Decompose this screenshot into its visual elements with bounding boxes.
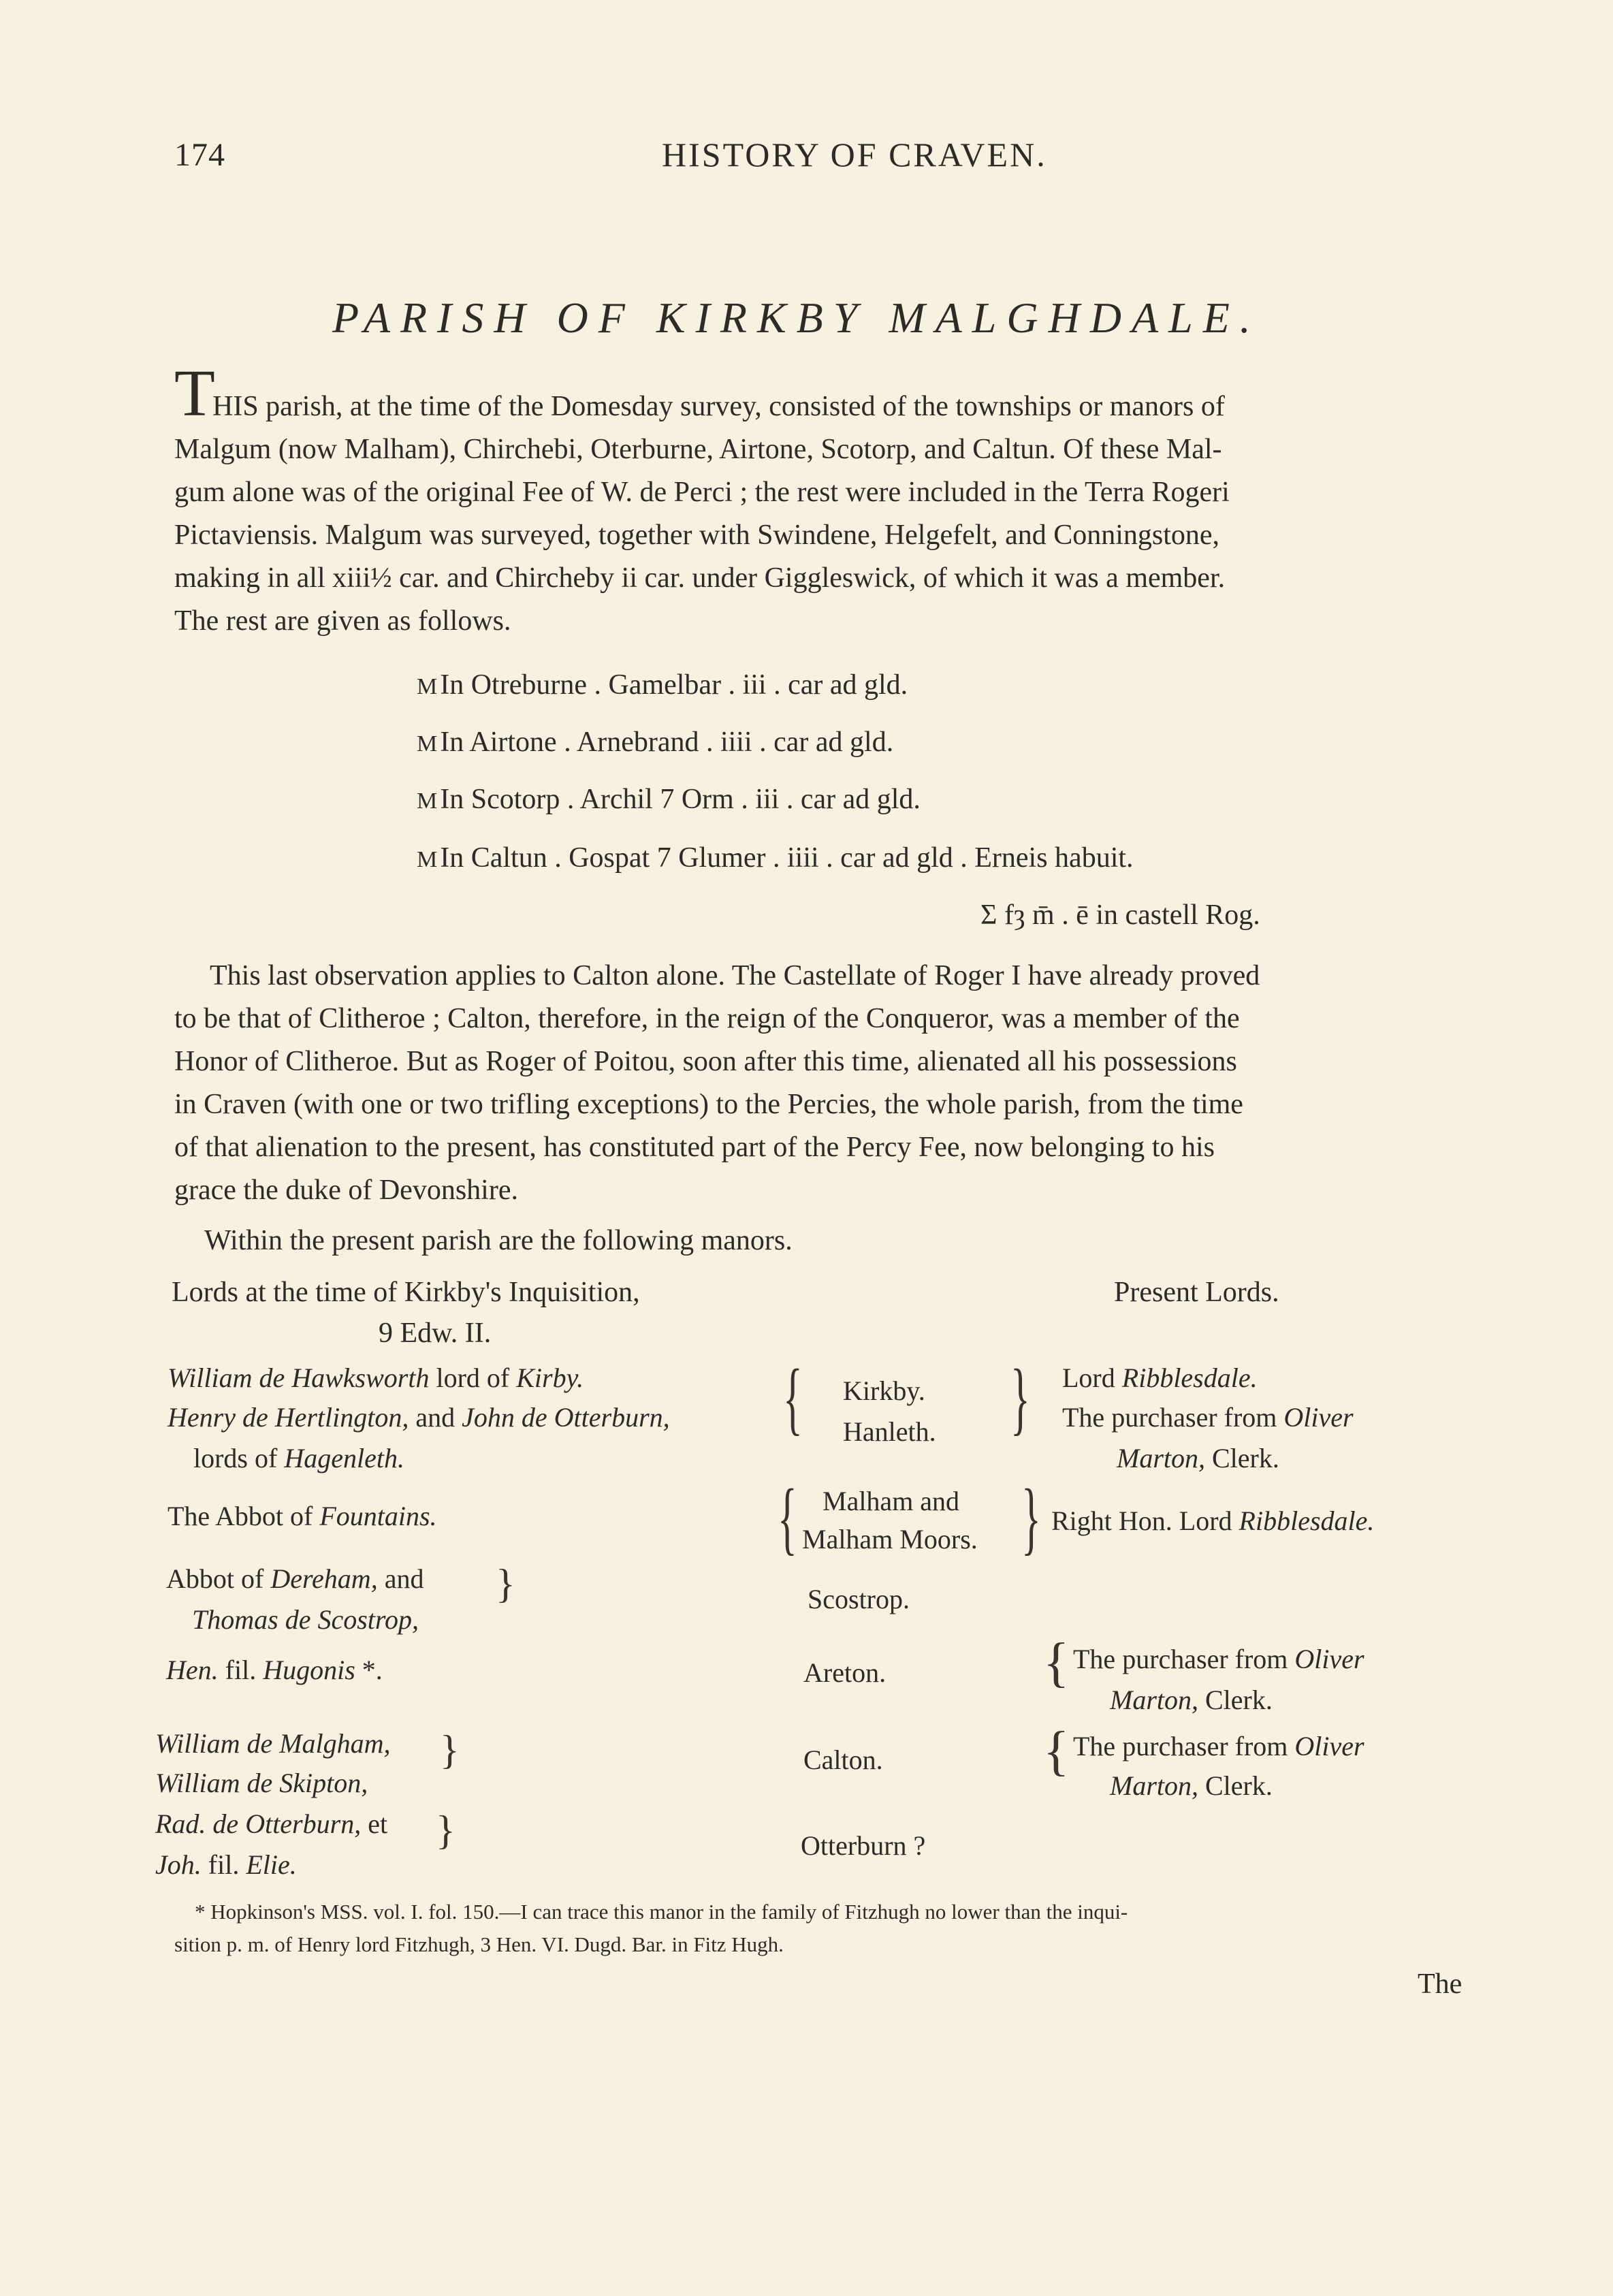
domesday-mark: M <box>417 674 436 699</box>
lord-entry: Joh. fil. Elie. <box>155 1849 297 1880</box>
brace-left: { <box>783 1352 803 1443</box>
present-lord: The purchaser from Oliver <box>1073 1644 1364 1674</box>
intro-line: making in all xiii½ car. and Chircheby ii car. under Giggleswick, of which it was a member. <box>174 562 1226 594</box>
manor-name: Kirkby. <box>843 1375 925 1406</box>
lord-entry: William de Hawksworth lord of Kirby. <box>167 1362 584 1393</box>
manor-name: Scostrop. <box>808 1584 910 1614</box>
intro-line: gum alone was of the original Fee of W. de Perci ; the rest were included in the Terra Rogeri <box>174 477 1230 508</box>
manors-intro: Within the present parish are the following manors. <box>204 1225 793 1256</box>
para-calton <box>174 955 1488 1212</box>
brace-right: } <box>1021 1472 1041 1563</box>
page-number: 174 <box>174 137 225 173</box>
intro-line: HIS parish, at the time of the Domesday survey, consisted of the townships or manors of <box>212 391 1225 422</box>
dropcap-letter: T <box>174 357 215 430</box>
present-lord: Marton, Clerk. <box>1110 1770 1273 1801</box>
lords-header-left-sub: 9 Edw. II. <box>379 1318 492 1349</box>
present-lord: The purchaser from Oliver <box>1073 1731 1364 1761</box>
para-line: to be that of Clitheroe ; Calton, therefore, in the reign of the Conqueror, was a member of the <box>174 1003 1240 1034</box>
domesday-entry: M In Otreburne . Gamelbar . iii . car ad gld. <box>417 669 908 701</box>
lord-entry: Henry de Hertlington, and John de Otterburn, <box>167 1402 670 1433</box>
domesday-mark: M <box>417 847 436 872</box>
lord-entry: Hen. fil. Hugonis *. <box>166 1655 383 1685</box>
manor-name: Malham and <box>823 1486 960 1516</box>
intro-line: The rest are given as follows. <box>174 605 511 637</box>
present-lord: Lord Ribblesdale. <box>1062 1362 1258 1393</box>
domesday-mark: M <box>417 788 436 814</box>
present-lord: Marton, Clerk. <box>1110 1685 1273 1715</box>
brace-right: } <box>1010 1352 1030 1443</box>
lords-header-right: Present Lords. <box>1114 1277 1279 1308</box>
brace-right: } <box>436 1808 456 1853</box>
brace-left: { <box>1043 1721 1070 1781</box>
domesday-mark: M <box>417 731 436 756</box>
para-line: in Craven (with one or two trifling exceptions) to the Percies, the whole parish, from the time <box>174 1089 1243 1120</box>
footnote-line: sition p. m. of Henry lord Fitzhugh, 3 Hen. VI. Dugd. Bar. in Fitz Hugh. <box>174 1932 784 1956</box>
present-lord: Right Hon. Lord Ribblesdale. <box>1051 1505 1375 1536</box>
para-line: grace the duke of Devonshire. <box>174 1175 518 1206</box>
brace-left: { <box>778 1472 797 1563</box>
manor-name: Calton. <box>803 1744 883 1775</box>
lord-entry: William de Skipton, <box>155 1768 368 1798</box>
running-title: HISTORY OF CRAVEN. <box>662 135 1047 174</box>
present-lord: Marton, Clerk. <box>1117 1443 1279 1473</box>
para-line: Honor of Clitheroe. But as Roger of Poitou, soon after this time, alienated all his possessions <box>174 1046 1237 1077</box>
para-line: of that alienation to the present, has constituted part of the Percy Fee, now belonging to his <box>174 1132 1215 1163</box>
lords-header-left: Lords at the time of Kirkby's Inquisition, <box>172 1277 640 1308</box>
lord-entry: The Abbot of Fountains. <box>167 1501 437 1531</box>
manor-name: Otterburn ? <box>801 1830 926 1861</box>
lord-entry: William de Malgham, <box>155 1728 391 1759</box>
domesday-entry: M In Airtone . Arnebrand . iiii . car ad gld. <box>417 727 894 758</box>
lord-entry: lords of Hagenleth. <box>193 1443 404 1473</box>
present-lord: The purchaser from Oliver <box>1062 1402 1354 1433</box>
intro-paragraph <box>174 385 1488 643</box>
manor-name: Hanleth. <box>843 1416 936 1447</box>
intro-line: Pictaviensis. Malgum was surveyed, together with Swindene, Helgefelt, and Conningstone, <box>174 520 1220 551</box>
domesday-closing: Σ fȝ m̄ . ē in castell Rog. <box>980 899 1260 931</box>
domesday-entry: M In Caltun . Gospat 7 Glumer . iiii . car ad gld . Erneis habuit. <box>417 842 1134 874</box>
manor-name: Malham Moors. <box>802 1524 978 1554</box>
lord-entry: Thomas de Scostrop, <box>192 1604 419 1635</box>
intro-line: Malgum (now Malham), Chirchebi, Oterburne, Airtone, Scotorp, and Caltun. Of these Mal- <box>174 434 1222 465</box>
brace-right: } <box>496 1561 515 1606</box>
footnote <box>174 1896 1488 1961</box>
para-line: This last observation applies to Calton alone. The Castellate of Roger I have already proved <box>210 960 1260 991</box>
domesday-entry: M In Scotorp . Archil 7 Orm . iii . car ad gld. <box>417 784 921 815</box>
footnote-line: * Hopkinson's MSS. vol. I. fol. 150.—I can trace this manor in the family of Fitzhugh no lower than the inqui- <box>195 1900 1128 1924</box>
lord-entry: Abbot of Dereham, and <box>166 1563 424 1594</box>
brace-right: } <box>440 1727 460 1772</box>
catchword: The <box>1418 1968 1463 2000</box>
manor-name: Areton. <box>803 1657 887 1688</box>
brace-left: { <box>1043 1633 1070 1693</box>
lord-entry: Rad. de Otterburn, et <box>155 1808 388 1839</box>
parish-title: PARISH OF KIRKBY MALGHDALE. <box>332 293 1261 342</box>
